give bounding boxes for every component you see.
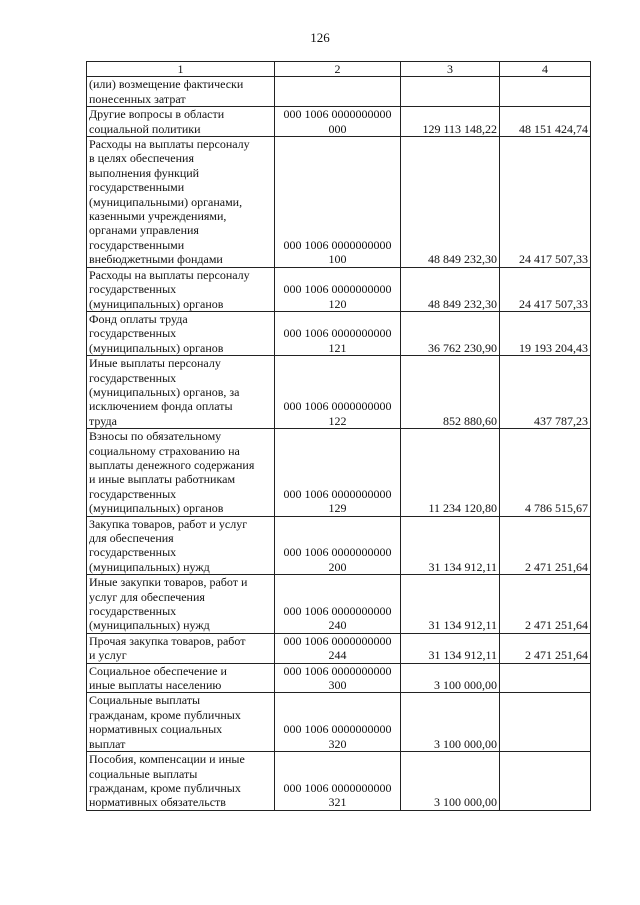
row-name-cell xyxy=(87,633,275,663)
row-name-cell-text: Прочая закупка товаров, работ и услуг xyxy=(89,633,246,663)
row-name-cell xyxy=(87,137,275,268)
row-col4-cell-text: 24 417 507,33 xyxy=(519,252,588,267)
row-col4-cell xyxy=(500,693,591,752)
column-header-1: 1 xyxy=(87,62,275,77)
row-name-cell xyxy=(87,107,275,137)
row-code-cell-text: 000 1006 0000000000 129 xyxy=(283,486,392,516)
row-col3-cell-text: 36 762 230,90 xyxy=(428,340,497,355)
row-code-cell xyxy=(275,137,401,268)
row-col3-cell-text: 31 134 912,11 xyxy=(428,559,497,574)
row-code-cell xyxy=(275,356,401,429)
row-name-cell-text: Пособия, компенсации и иные социальные выплаты гражданам, кроме публичных нормативных обязательств xyxy=(89,752,245,810)
row-name-cell-text: Социальное обеспечение и иные выплаты населению xyxy=(89,663,227,693)
row-col4-cell xyxy=(500,429,591,516)
row-name-cell-text: Иные выплаты персоналу государственных (муниципальных) органов, за исключением фонда оплаты труда xyxy=(89,356,240,428)
row-name-cell xyxy=(87,311,275,355)
row-col4-cell xyxy=(500,137,591,268)
row-col4-cell xyxy=(500,77,591,107)
row-code-cell-text: 000 1006 0000000000 122 xyxy=(283,399,392,428)
row-code-cell xyxy=(275,77,401,107)
row-col3-cell xyxy=(401,107,500,137)
page-number: 126 xyxy=(310,30,330,45)
table-row xyxy=(87,429,591,516)
row-name-cell xyxy=(87,516,275,575)
row-col3-cell-text: 3 100 000,00 xyxy=(434,736,497,751)
row-col3-cell-text: 48 849 232,30 xyxy=(428,296,497,311)
row-col3-cell xyxy=(401,356,500,429)
row-col3-cell-text: 11 234 120,80 xyxy=(428,501,497,516)
budget-table xyxy=(86,61,591,811)
column-header-3: 3 xyxy=(401,62,500,77)
row-col4-cell xyxy=(500,267,591,311)
table-row xyxy=(87,77,591,107)
row-col3-cell xyxy=(401,311,500,355)
row-code-cell xyxy=(275,516,401,575)
row-col4-cell xyxy=(500,107,591,137)
row-col4-cell xyxy=(500,633,591,663)
row-code-cell-text: 000 1006 0000000000 000 xyxy=(283,107,392,136)
row-col4-cell xyxy=(500,575,591,634)
row-col3-cell xyxy=(401,693,500,752)
row-code-cell-text: 000 1006 0000000000 240 xyxy=(283,604,392,633)
row-col3-cell xyxy=(401,429,500,516)
row-col3-cell xyxy=(401,633,500,663)
row-name-cell-text: Расходы на выплаты персоналу государственных (муниципальных) органов xyxy=(89,267,250,311)
row-name-cell xyxy=(87,429,275,516)
row-col3-cell xyxy=(401,752,500,811)
row-col4-cell-text: 2 471 251,64 xyxy=(525,648,588,663)
table-row xyxy=(87,356,591,429)
row-name-cell xyxy=(87,693,275,752)
row-name-cell xyxy=(87,752,275,811)
row-code-cell xyxy=(275,311,401,355)
row-col3-cell xyxy=(401,137,500,268)
row-name-cell-text: Другие вопросы в области социальной политики xyxy=(89,107,225,136)
row-code-cell xyxy=(275,633,401,663)
row-name-cell-text: Иные закупки товаров, работ и услуг для обеспечения государственных (муниципальных) нужд xyxy=(89,575,248,633)
row-name-cell xyxy=(87,356,275,429)
table-row xyxy=(87,516,591,575)
row-col4-cell xyxy=(500,516,591,575)
row-col3-cell-text: 3 100 000,00 xyxy=(434,678,497,693)
row-name-cell xyxy=(87,663,275,693)
row-name-cell-text: Взносы по обязательному социальному страхованию на выплаты денежного содержания и иные выплаты работникам государственных (муниципальных) органов xyxy=(89,429,255,516)
row-code-cell-text: 000 1006 0000000000 200 xyxy=(283,545,392,574)
row-code-cell xyxy=(275,663,401,693)
row-name-cell xyxy=(87,575,275,634)
table-row xyxy=(87,137,591,268)
row-col3-cell-text: 31 134 912,11 xyxy=(428,648,497,663)
row-name-cell-text: Расходы на выплаты персоналу в целях обеспечения выполнения функций государственными (муниципальными) органами, казенными учреждениями, органами управления государственными внебюджетными фондами xyxy=(89,137,250,267)
row-col4-cell-text: 19 193 204,43 xyxy=(519,340,588,355)
row-col3-cell-text: 852 880,60 xyxy=(443,413,497,428)
row-col3-cell-text: 48 849 232,30 xyxy=(428,252,497,267)
row-name-cell xyxy=(87,77,275,107)
row-code-cell xyxy=(275,752,401,811)
row-name-cell-text: Закупка товаров, работ и услуг для обеспечения государственных (муниципальных) нужд xyxy=(89,516,248,574)
table-row xyxy=(87,633,591,663)
column-header-4: 4 xyxy=(500,62,591,77)
row-col4-cell-text: 437 787,23 xyxy=(534,413,588,428)
row-col3-cell xyxy=(401,516,500,575)
table-row xyxy=(87,107,591,137)
row-code-cell-text: 000 1006 0000000000 120 xyxy=(283,282,392,311)
row-code-cell-text: 000 1006 0000000000 320 xyxy=(283,722,392,751)
row-name-cell-text: Фонд оплаты труда государственных (муниципальных) органов xyxy=(89,311,224,355)
row-code-cell xyxy=(275,693,401,752)
row-code-cell-text: 000 1006 0000000000 300 xyxy=(283,663,392,693)
table-row xyxy=(87,267,591,311)
column-header-2: 2 xyxy=(275,62,401,77)
row-code-cell xyxy=(275,107,401,137)
row-col3-cell xyxy=(401,77,500,107)
table-row xyxy=(87,575,591,634)
row-code-cell-text: 000 1006 0000000000 244 xyxy=(283,633,392,663)
table-row xyxy=(87,663,591,693)
row-name-cell xyxy=(87,267,275,311)
row-col4-cell-text: 2 471 251,64 xyxy=(525,618,588,633)
row-col3-cell-text: 31 134 912,11 xyxy=(428,618,497,633)
row-code-cell-text: 000 1006 0000000000 100 xyxy=(283,237,392,267)
row-name-cell-text: Социальные выплаты гражданам, кроме публичных нормативных социальных выплат xyxy=(89,693,241,751)
row-col3-cell xyxy=(401,663,500,693)
row-code-cell-text: 000 1006 0000000000 321 xyxy=(283,780,392,810)
row-col3-cell xyxy=(401,575,500,634)
row-col4-cell-text: 2 471 251,64 xyxy=(525,559,588,574)
table-row xyxy=(87,311,591,355)
row-col4-cell-text: 48 151 424,74 xyxy=(519,121,588,136)
row-col4-cell-text: 24 417 507,33 xyxy=(519,296,588,311)
row-name-cell-text: (или) возмещение фактически понесенных затрат xyxy=(89,77,244,106)
table-row xyxy=(87,752,591,811)
table-row xyxy=(87,693,591,752)
row-col4-cell xyxy=(500,752,591,811)
row-col4-cell xyxy=(500,663,591,693)
row-code-cell xyxy=(275,267,401,311)
row-col3-cell-text: 3 100 000,00 xyxy=(434,795,497,810)
row-col4-cell xyxy=(500,311,591,355)
header-row xyxy=(87,62,591,77)
row-code-cell-text: 000 1006 0000000000 121 xyxy=(283,326,392,355)
row-code-cell xyxy=(275,429,401,516)
row-col3-cell-text: 129 113 148,22 xyxy=(422,121,497,136)
row-col4-cell xyxy=(500,356,591,429)
row-col4-cell-text: 4 786 515,67 xyxy=(525,501,588,516)
row-code-cell xyxy=(275,575,401,634)
row-col3-cell xyxy=(401,267,500,311)
